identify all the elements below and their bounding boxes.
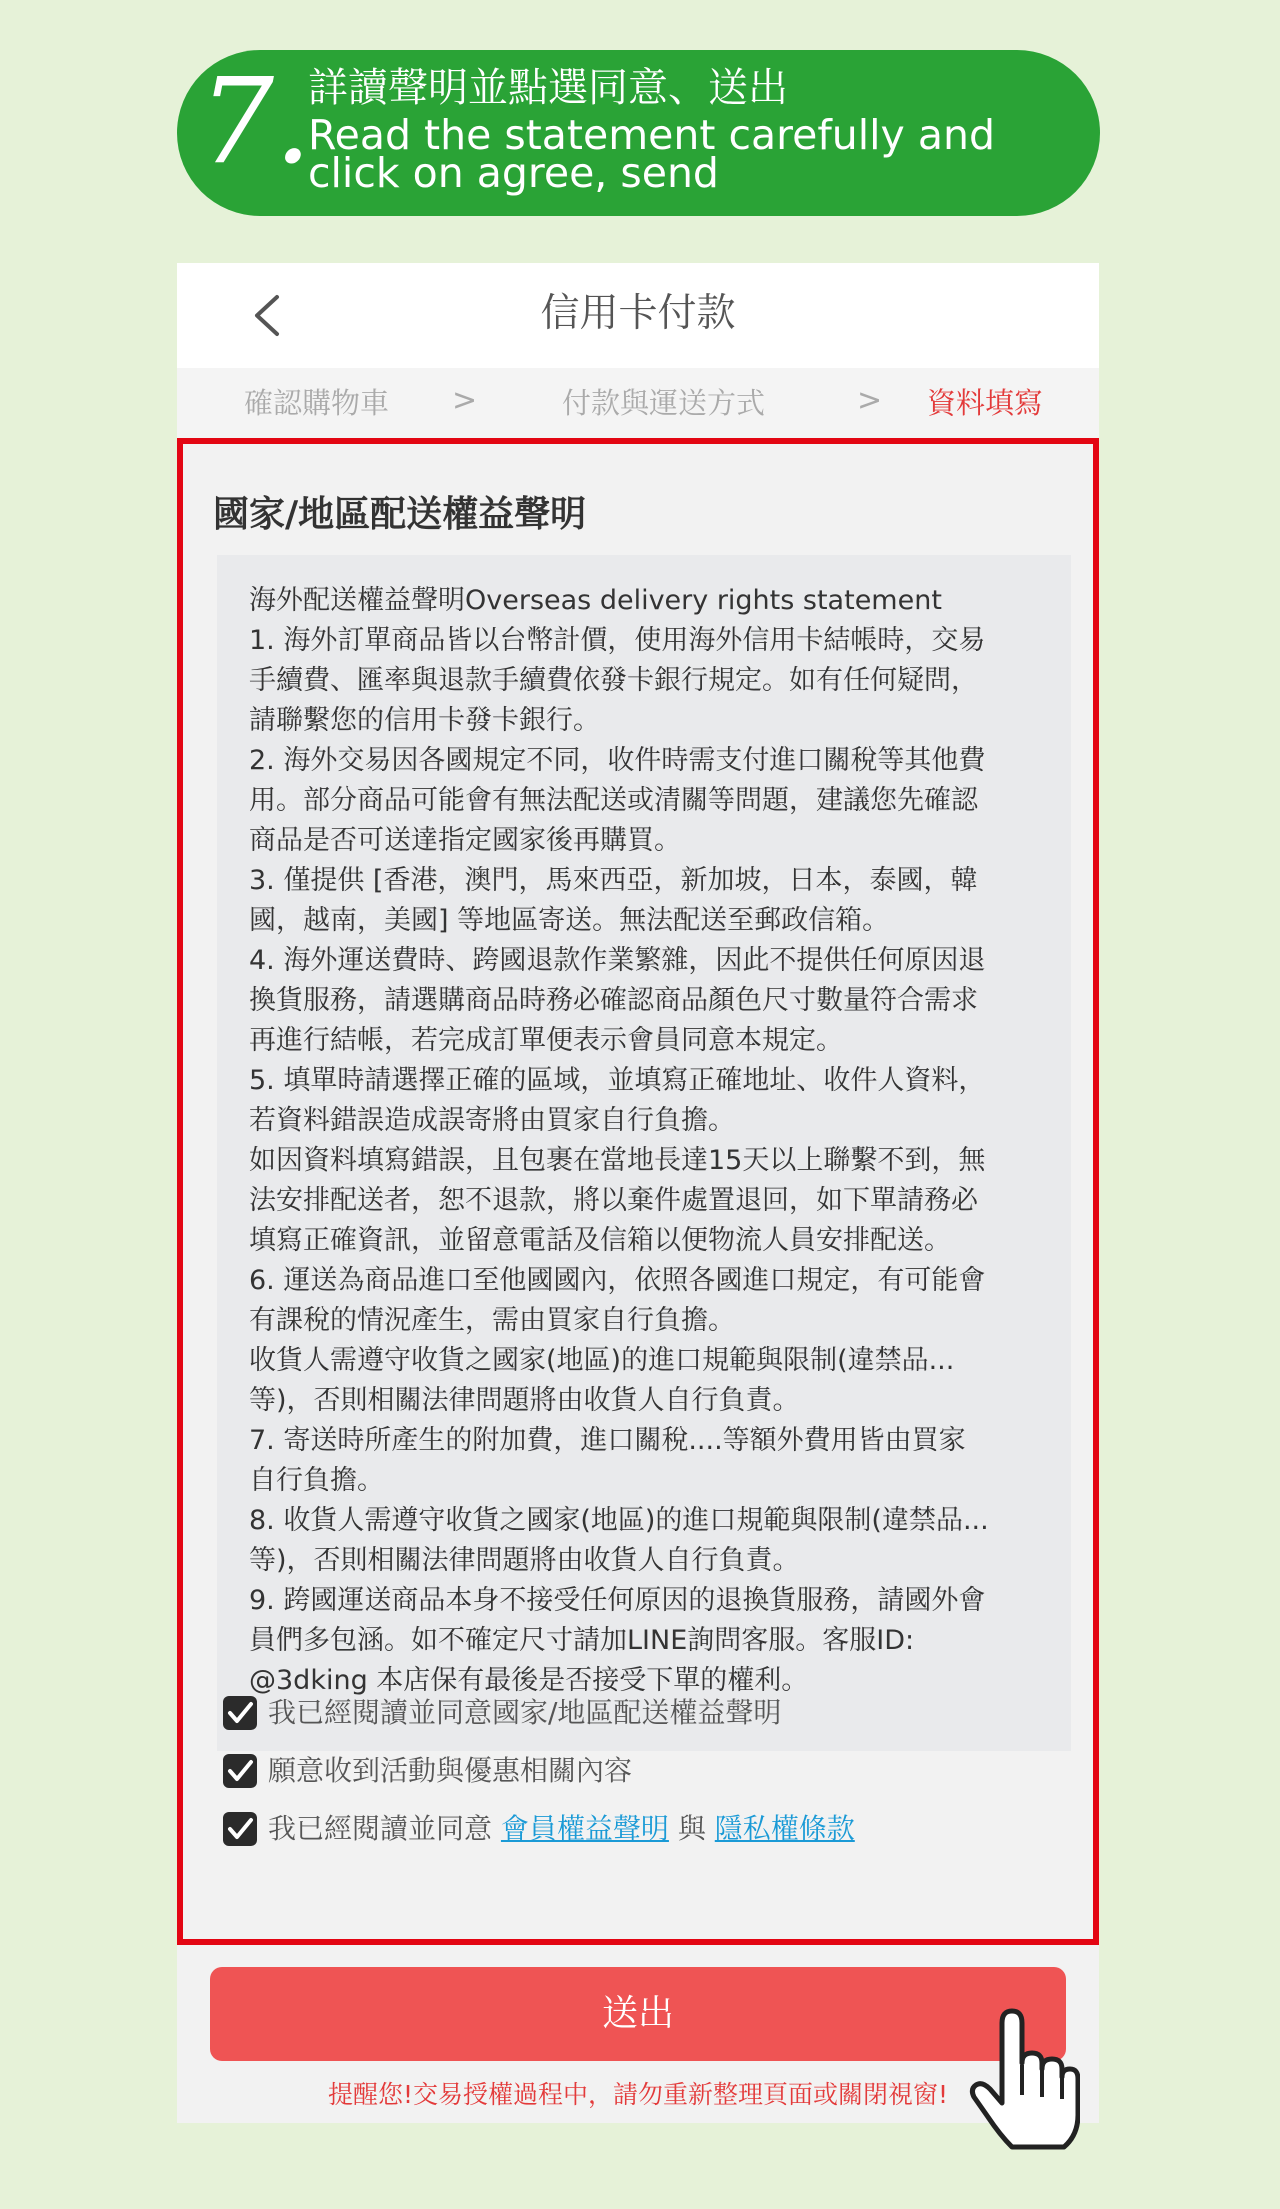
statement-line: 法安排配送者，恕不退款，將以棄件處置退回，如下單請務必 bbox=[249, 1185, 978, 1216]
statement-highlight-box bbox=[177, 438, 1099, 1945]
statement-line: 7. 寄送時所產生的附加費，進口關稅....等額外費用皆由買家 bbox=[249, 1425, 966, 1456]
statement-line: 海外配送權益聲明Overseas delivery rights statement bbox=[249, 585, 942, 616]
checkbox-label bbox=[268, 1807, 855, 1851]
statement-line: 2. 海外交易因各國規定不同，收件時需支付進口關稅等其他費 bbox=[249, 745, 986, 776]
statement-line: 8. 收貨人需遵守收貨之國家(地區)的進口規範與限制(違禁品... bbox=[249, 1505, 989, 1536]
pointing-hand-icon bbox=[968, 2005, 1080, 2155]
step-separator: > bbox=[857, 383, 883, 418]
statement-line: 商品是否可送達指定國家後再購買。 bbox=[249, 825, 681, 856]
step-number: 7. bbox=[199, 52, 312, 190]
step-fill-info: 資料填寫 bbox=[927, 386, 1044, 420]
reminder-text: 提醒您!交易授權過程中，請勿重新整理頁面或關閉視窗! bbox=[327, 2080, 949, 2109]
statement-line: 填寫正確資訊，並留意電話及信箱以便物流人員安排配送。 bbox=[249, 1225, 951, 1256]
title-bar bbox=[177, 263, 1099, 368]
step-separator: > bbox=[452, 383, 478, 418]
checkbox-label-prefix: 我已經閱讀並同意 bbox=[268, 1812, 493, 1845]
privacy-policy-link[interactable]: 隱私權條款 bbox=[714, 1812, 855, 1845]
statement-line: 1. 海外訂單商品皆以台幣計價，使用海外信用卡結帳時，交易 bbox=[249, 625, 986, 656]
statement-line: @3dking 本店保有最後是否接受下單的權利。 bbox=[249, 1665, 809, 1696]
statement-heading: 國家/地區配送權益聲明 bbox=[213, 494, 587, 535]
statement-line: 6. 運送為商品進口至他國國內，依照各國進口規定，有可能會 bbox=[249, 1265, 986, 1296]
page-title: 信用卡付款 bbox=[540, 291, 736, 336]
instruction-banner bbox=[177, 50, 1100, 216]
statement-line: 員們多包涵。如不確定尺寸請加LINE詢問客服。客服ID: bbox=[249, 1625, 915, 1656]
phone-screen bbox=[177, 263, 1099, 2123]
statement-line: 請聯繫您的信用卡發卡銀行。 bbox=[249, 705, 600, 736]
statement-line: 有課稅的情況產生，需由買家自行負擔。 bbox=[249, 1305, 735, 1336]
statement-line: 等)，否則相關法律問題將由收貨人自行負責。 bbox=[249, 1545, 800, 1576]
checkbox-label: 願意收到活動與優惠相關內容 bbox=[268, 1754, 633, 1787]
member-rights-link[interactable]: 會員權益聲明 bbox=[500, 1812, 669, 1845]
statement-line: 自行負擔。 bbox=[249, 1465, 384, 1496]
statement-line: 若資料錯誤造成誤寄將由買家自行負擔。 bbox=[249, 1105, 735, 1136]
banner-title-zh: 詳讀聲明並點選同意、送出 bbox=[308, 65, 788, 111]
statement-line: 再進行結帳，若完成訂單便表示會員同意本規定。 bbox=[249, 1025, 843, 1056]
checkout-steps bbox=[177, 368, 1099, 438]
checkbox-label-between: 與 bbox=[677, 1812, 706, 1845]
statement-text-box[interactable] bbox=[217, 555, 1071, 1751]
statement-line: 3. 僅提供 [香港，澳門，馬來西亞，新加坡，日本，泰國，韓 bbox=[249, 865, 978, 896]
statement-line: 換貨服務，請選購商品時務必確認商品顏色尺寸數量符合需求 bbox=[249, 985, 978, 1016]
checkbox-checked-icon[interactable] bbox=[223, 1696, 257, 1730]
checkbox-checked-icon[interactable] bbox=[223, 1812, 257, 1846]
banner-title-en: Read the statement carefully and click on agree, send bbox=[308, 111, 995, 197]
statement-line: 國，越南，美國] 等地區寄送。無法配送至郵政信箱。 bbox=[249, 905, 890, 936]
statement-line: 如因資料填寫錯誤，且包裹在當地長達15天以上聯繫不到，無 bbox=[249, 1145, 986, 1176]
statement-line: 4. 海外運送費時、跨國退款作業繁雜，因此不提供任何原因退 bbox=[249, 945, 986, 976]
statement-line: 手續費、匯率與退款手續費依發卡銀行規定。如有任何疑問， bbox=[249, 665, 978, 696]
step-cart: 確認購物車 bbox=[244, 386, 390, 420]
statement-line: 5. 填單時請選擇正確的區域，並填寫正確地址、收件人資料， bbox=[249, 1065, 986, 1096]
send-button[interactable]: 送出 bbox=[210, 1967, 1066, 2061]
statement-line: 等)，否則相關法律問題將由收貨人自行負責。 bbox=[249, 1385, 800, 1416]
statement-line: 9. 跨國運送商品本身不接受任何原因的退換貨服務，請國外會 bbox=[249, 1585, 986, 1616]
checkbox-checked-icon[interactable] bbox=[223, 1754, 257, 1788]
statement-line: 用。部分商品可能會有無法配送或清關等問題，建議您先確認 bbox=[249, 785, 978, 816]
checkbox-label: 我已經閱讀並同意國家/地區配送權益聲明 bbox=[268, 1696, 782, 1729]
statement-line: 收貨人需遵守收貨之國家(地區)的進口規範與限制(違禁品... bbox=[249, 1345, 955, 1376]
step-payment-shipping: 付款與運送方式 bbox=[562, 386, 766, 420]
